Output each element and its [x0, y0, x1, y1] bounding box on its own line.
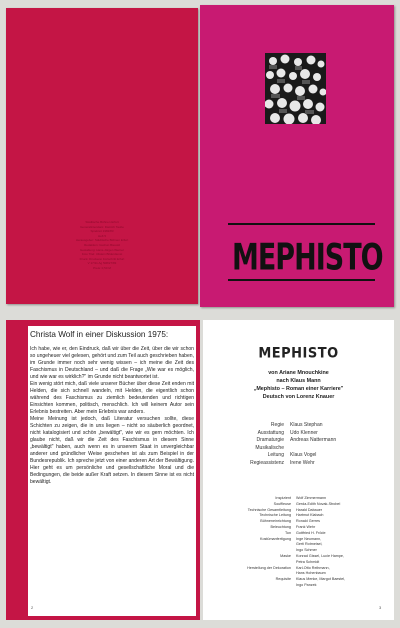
quote-paragraph: Meine Meinung ist jedoch, daß Literatur versuchen sollte, diese Schichten zu zeigen, die in uns liegen – nicht so säuberlich geordnet, nicht katalogisiert und schön „bewältigt", wie wir es gern möchten. Ich glaube nicht, daß wir die Zeit des Faschismus in diesem Sinne „bewältigt" haben, auch wenn es in unserem Staat in unvergleichbar anderer und gründlicher Weise geschehen ist als zum Beispiel in der Bundesrepublik. Ich spreche jetzt von einer anderen Art der Bewältigung. Hier geht es um persönliche und gesellschaftliche Moral und die Bedingungen, die beide außer Kraft setzen. In diesem Sinne ist es nicht bewältigt. — [30, 416, 194, 485]
credit-role: Kostümanfertigung — [260, 536, 291, 541]
credit-role: Leitung — [267, 452, 284, 458]
credit-role: Inspizient — [275, 496, 291, 500]
quote-paragraph: Ein wenig stört mich, daß viele unserer Bücher über diese Zeit enden mit Helden, die sich schnell wandeln, mit Helden, die eigentlich schon während des Faschismus zu ziemlich bedeutenden und richtigen Einsichten kommen, politisch, menschlich. Ich will keinem Autor sein Erlebnis bestreiten. Aber mein Erlebnis war anders. — [30, 381, 194, 415]
credit-row — [203, 583, 394, 589]
credit-name: Klaus Menke, Margot Baestel, — [296, 577, 346, 582]
credit-name: Gerti Rotmeisel, — [296, 542, 323, 547]
credit-name: Konrad Gissel, Lucie Hampe, — [296, 553, 344, 558]
title-band — [228, 223, 383, 281]
crowd-photo — [265, 53, 326, 124]
back-credit-line: Städtische Bühnen Erfurt — [85, 220, 119, 224]
credit-role: Musikalische — [255, 444, 284, 451]
credit-name: Harald Dabauer — [296, 507, 323, 512]
credit-name: Ingo Schmer — [296, 548, 317, 553]
credit-name: Hartmut Klabach — [296, 513, 324, 518]
back-cover-credits — [24, 220, 180, 271]
credit-row — [203, 437, 394, 445]
program-title: MEPHISTO — [258, 345, 339, 362]
back-credit-line: Druck: Druckerei Fortschritt Erfurt — [79, 256, 125, 261]
credit-role: Dramaturgie — [256, 437, 284, 443]
cover-spread — [6, 5, 394, 307]
credit-name: Klaus Vogel — [290, 452, 317, 458]
quote-block — [30, 330, 194, 486]
credit-name: Frank Wehr — [296, 524, 316, 529]
back-cover — [6, 8, 198, 304]
credit-role: Ton — [285, 530, 291, 535]
page-border-right — [196, 320, 200, 620]
credit-name: Klaus Stephan — [290, 422, 323, 428]
credit-role: Regie — [270, 422, 284, 428]
credit-name: Udo Klenner — [290, 429, 318, 436]
credit-name: Petra Schmidt — [296, 559, 320, 564]
crowd-photo-graphic — [265, 53, 326, 124]
credit-role: Souffleuse — [273, 501, 291, 506]
title-rule-bottom — [228, 279, 375, 281]
back-credit-line: Herausgeber: Städtische Bühnen Erfurt — [75, 238, 129, 243]
technical-credits — [203, 496, 394, 589]
credit-name: Inge Neumann, — [296, 536, 322, 541]
page-number-right: 3 — [379, 605, 382, 610]
quote-paragraph: Ich habe, wie er, den Eindruck, daß wir über die Zeit, über die wir schon so ungeheuer viel gelesen, gehört und zum Teil auch geschrieben haben, im Grunde immer noch sehr wenig wissen – ich meine die Zeit des Faschismus in Deutschland – und daß die Frage „Wie war es möglich, und wie war es wirklich?" im Grunde nicht beantwortet ist. — [30, 346, 194, 380]
back-credit-line: Heft 5 — [97, 233, 106, 238]
credit-name: Wolf Zimmermann — [296, 496, 327, 500]
credit-row — [203, 422, 394, 430]
cover-title: MEPHISTO — [232, 237, 383, 279]
credit-row — [203, 445, 394, 453]
back-credit-line: Foto Titel: Ullstein Bilderdienst — [81, 252, 123, 257]
credit-name: Gerda-Edith Novak-Strobel — [296, 501, 341, 506]
credit-role: Bühneneinrichtung — [260, 519, 291, 524]
credit-role: Technische Leitung — [259, 513, 291, 518]
credit-name: Andreas Nattermann — [290, 437, 337, 443]
page-right — [203, 320, 394, 620]
credit-name: Ronald Gerres — [296, 519, 320, 524]
credit-name: Ingo Panzek — [296, 582, 317, 587]
back-credit-line: Preis: 0,50 M — [93, 265, 111, 270]
quote-heading: Christa Wolf in einer Diskussion 1975: — [30, 330, 169, 339]
page-border-left — [6, 320, 28, 620]
credit-role: Maske — [280, 553, 291, 558]
main-credits — [203, 422, 394, 467]
back-credit-line: V 17/11 Ag 508/27/83 — [87, 261, 117, 266]
subtitle-line: Deutsch von Lorenz Knauer — [262, 394, 335, 400]
front-cover — [200, 5, 394, 307]
credit-name: Hans Hohenbaum — [296, 571, 326, 576]
credit-row — [203, 452, 394, 460]
back-credit-line: Generalintendant: Dietrich Taube — [80, 224, 124, 229]
page-number-left: 2 — [31, 605, 34, 610]
back-credit-line: Redaktion: Gudrun Biesold — [84, 242, 120, 247]
title-rule-top — [228, 223, 375, 225]
credit-name: Gottfried H. Fröde — [296, 530, 326, 535]
back-credit-line: Gestaltung: Hans-Jürgen Werner — [80, 247, 124, 252]
page-border-bottom — [6, 616, 200, 620]
subtitle-line: von Ariane Mnouchkine — [268, 370, 329, 376]
credit-role: Technische Gesamtleitung — [247, 507, 291, 512]
credit-role: Regieassistenz — [250, 459, 284, 466]
credit-row — [203, 430, 394, 438]
subtitle-line: nach Klaus Mann — [276, 378, 321, 384]
credit-role: Requisite — [275, 577, 291, 582]
credit-name: Karl-Otto Reihmann, — [296, 565, 330, 570]
credit-role: Beleuchtung — [270, 524, 291, 529]
back-credit-line: Spielzeit 1982/83 — [90, 229, 114, 234]
inside-spread — [6, 320, 394, 620]
credit-role: Herstellung der Dekoration — [247, 565, 291, 570]
page-left — [6, 320, 200, 620]
credit-name: Irene Wehr — [290, 459, 315, 466]
credit-row — [203, 460, 394, 468]
subtitle-line: „Mephisto – Roman einer Karriere" — [253, 386, 344, 392]
credit-role: Ausstattung — [257, 429, 284, 436]
page-border-top — [6, 320, 200, 326]
